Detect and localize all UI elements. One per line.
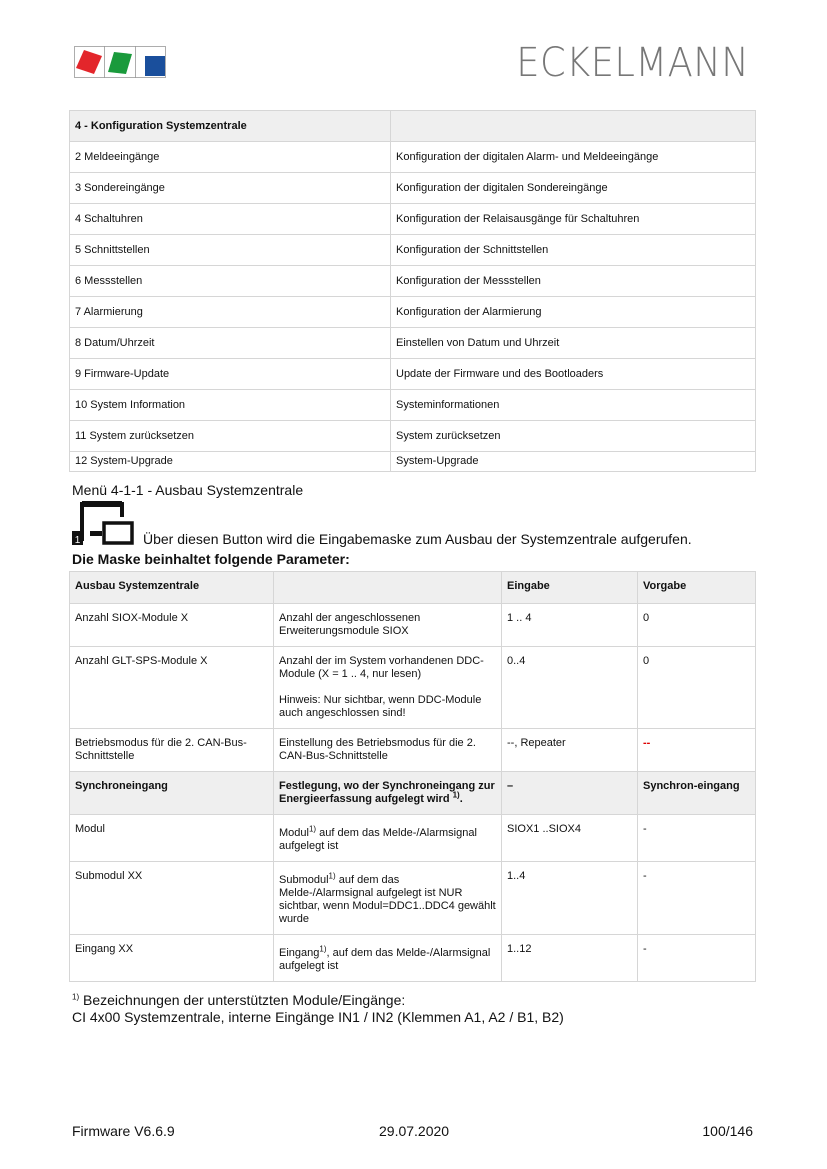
input-cell: – bbox=[502, 772, 638, 815]
input-cell: 1..4 bbox=[502, 862, 638, 935]
header-cell bbox=[274, 572, 502, 604]
expansion-button-icon[interactable] bbox=[72, 501, 134, 545]
description-cell: Konfiguration der Relaisausgänge für Schaltuhren bbox=[391, 204, 756, 235]
menu-item-cell: 11 System zurücksetzen bbox=[70, 421, 391, 452]
description-cell: Anzahl der im System vorhandenen DDC-Module (X = 1 .. 4, nur lesen) Hinweis: Nur sichtbar, wenn DDC-Module auch angeschlossen sind! bbox=[274, 647, 502, 729]
params-heading: Die Maske beinhaltet folgende Parameter: bbox=[72, 551, 350, 567]
table-row bbox=[70, 604, 756, 647]
table-header-row bbox=[70, 572, 756, 604]
input-cell: 1..12 bbox=[502, 935, 638, 982]
default-cell: - bbox=[638, 862, 756, 935]
content-flow bbox=[69, 110, 756, 1026]
parameter-cell: Modul bbox=[70, 815, 274, 862]
input-cell: 1 .. 4 bbox=[502, 604, 638, 647]
default-cell: 0 bbox=[638, 604, 756, 647]
header-cell: Ausbau Systemzentrale bbox=[70, 572, 274, 604]
default-cell: -- bbox=[638, 729, 756, 772]
footer-firmware: Firmware V6.6.9 bbox=[72, 1123, 175, 1139]
table-row bbox=[70, 328, 756, 359]
table-row bbox=[70, 647, 756, 729]
default-cell: - bbox=[638, 815, 756, 862]
menu-item-cell: 8 Datum/Uhrzeit bbox=[70, 328, 391, 359]
table-row bbox=[70, 266, 756, 297]
input-cell: 0..4 bbox=[502, 647, 638, 729]
table-row bbox=[70, 935, 756, 982]
description-cell: Einstellung des Betriebsmodus für die 2. CAN-Bus-Schnittstelle bbox=[274, 729, 502, 772]
table-row bbox=[70, 173, 756, 204]
description-cell: Modul$^{1)}$ auf dem das Melde-/Alarmsignal aufgelegt ist bbox=[274, 815, 502, 862]
header-cell: Eingabe bbox=[502, 572, 638, 604]
table-row bbox=[70, 729, 756, 772]
footer-page-number: 100/146 bbox=[702, 1123, 753, 1139]
company-logo bbox=[74, 46, 166, 78]
menu-item-cell: 7 Alarmierung bbox=[70, 297, 391, 328]
parameter-cell: Synchroneingang bbox=[70, 772, 274, 815]
parameter-cell: Eingang XX bbox=[70, 935, 274, 982]
description-cell: Submodul$^{1)}$ auf dem das Melde-/Alarmsignal aufgelegt ist NUR sichtbar, wenn Modul=DDC1..DDC4 gewählt wurde bbox=[274, 862, 502, 935]
table-row bbox=[70, 235, 756, 266]
menu-item-cell: 5 Schnittstellen bbox=[70, 235, 391, 266]
note-text: Hinweis: Nur sichtbar, wenn DDC-Module auch angeschlossen sind! bbox=[279, 694, 482, 719]
svg-text:1: 1 bbox=[74, 535, 81, 545]
button-row bbox=[72, 499, 756, 547]
footer-date: 29.07.2020 bbox=[379, 1123, 450, 1139]
description-cell: Konfiguration der Messstellen bbox=[391, 266, 756, 297]
table-row bbox=[70, 452, 756, 472]
table-row bbox=[70, 772, 756, 815]
description-cell: System zurücksetzen bbox=[391, 421, 756, 452]
menu-item-cell: 12 System-Upgrade bbox=[70, 452, 391, 472]
menu-item-cell: 3 Sondereingänge bbox=[70, 173, 391, 204]
description-cell: Konfiguration der Schnittstellen bbox=[391, 235, 756, 266]
parameter-cell: Submodul XX bbox=[70, 862, 274, 935]
menu-item-cell: 10 System Information bbox=[70, 390, 391, 421]
input-cell: --, Repeater bbox=[502, 729, 638, 772]
menu-item-cell: 4 Schaltuhren bbox=[70, 204, 391, 235]
menu-item-cell: 6 Messstellen bbox=[70, 266, 391, 297]
default-cell: 0 bbox=[638, 647, 756, 729]
parameter-cell: Anzahl GLT-SPS-Module X bbox=[70, 647, 274, 729]
default-cell: - bbox=[638, 935, 756, 982]
default-cell: Synchron-eingang bbox=[638, 772, 756, 815]
table-row bbox=[70, 862, 756, 935]
description-cell: Anzahl der angeschlossenen Erweiterungsmodule SIOX bbox=[274, 604, 502, 647]
button-description: Über diesen Button wird die Eingabemaske zum Ausbau der Systemzentrale aufgerufen. bbox=[143, 531, 692, 547]
table-row bbox=[70, 142, 756, 173]
table-row bbox=[70, 297, 756, 328]
header-cell: Vorgabe bbox=[638, 572, 756, 604]
menu-item-cell: 9 Firmware-Update bbox=[70, 359, 391, 390]
description-cell: Update der Firmware und des Bootloaders bbox=[391, 359, 756, 390]
table-row bbox=[70, 359, 756, 390]
description-cell: Eingang$^{1)}$, auf dem das Melde-/Alarmsignal aufgelegt ist bbox=[274, 935, 502, 982]
parameter-cell: Betriebsmodus für die 2. CAN-Bus-Schnittstelle bbox=[70, 729, 274, 772]
description-cell: System-Upgrade bbox=[391, 452, 756, 472]
menu-table bbox=[69, 110, 756, 472]
table-row bbox=[70, 421, 756, 452]
menu-item-cell: 2 Meldeeingänge bbox=[70, 142, 391, 173]
table-row bbox=[70, 815, 756, 862]
description-cell: Festlegung, wo der Synchroneingang zur Energieerfassung aufgelegt wird $^{1)}$. bbox=[274, 772, 502, 815]
parameter-table bbox=[69, 571, 756, 982]
input-cell: SIOX1 ..SIOX4 bbox=[502, 815, 638, 862]
description-cell: Konfiguration der digitalen Alarm- und Meldeeingänge bbox=[391, 142, 756, 173]
footnote: $^{1)}$ Bezeichnungen der unterstützten Module/Eingänge: CI 4x00 Systemzentrale, interne Eingänge IN1 / IN2 (Klemmen A1, A2 / B1, B2) bbox=[72, 992, 564, 1025]
parameter-cell: Anzahl SIOX-Module X bbox=[70, 604, 274, 647]
description-cell: Einstellen von Datum und Uhrzeit bbox=[391, 328, 756, 359]
table-row bbox=[70, 204, 756, 235]
section-heading: Menü 4-1-1 - Ausbau Systemzentrale bbox=[72, 482, 304, 498]
table-header-row bbox=[70, 111, 756, 142]
description-cell: Konfiguration der digitalen Sondereingänge bbox=[391, 173, 756, 204]
description-cell: Konfiguration der Alarmierung bbox=[391, 297, 756, 328]
description-cell: Systeminformationen bbox=[391, 390, 756, 421]
table-row bbox=[70, 390, 756, 421]
header-cell: 4 - Konfiguration Systemzentrale bbox=[70, 111, 391, 142]
brand-name: ECKELMANN bbox=[516, 40, 749, 86]
